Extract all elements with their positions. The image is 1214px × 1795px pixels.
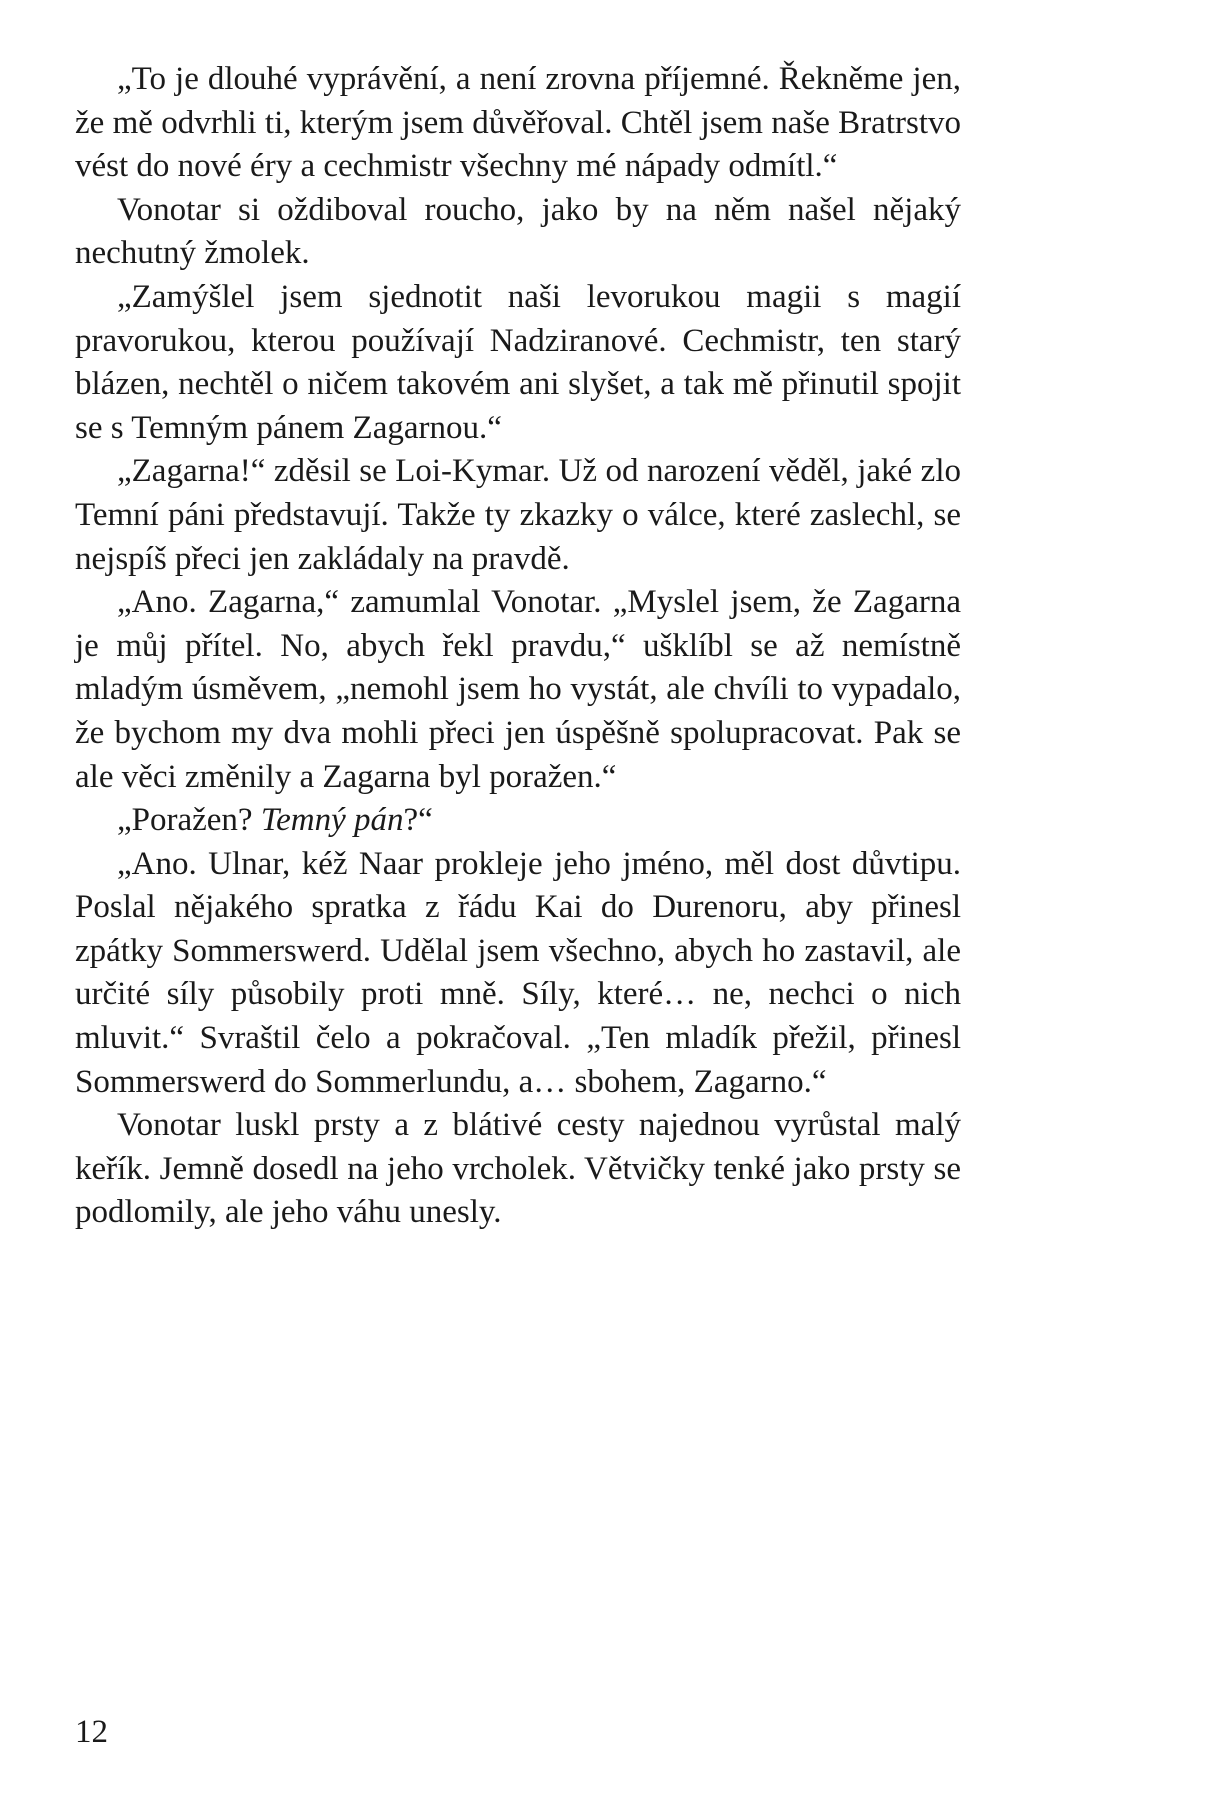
emphasized-text: Temný pán xyxy=(260,802,404,839)
paragraph: Vonotar luskl prsty a z blátivé cesty najednou vyrůstal malý keřík. Jemně dosedl na jeho vrcholek. Větvičky tenké jako prsty se podlomily, ale jeho váhu unesly. xyxy=(75,1107,961,1231)
paragraph-text: „Poražen? xyxy=(117,802,261,839)
page-number: 12 xyxy=(75,1714,108,1750)
paragraph: „To je dlouhé vyprávění, a není zrovna příjemné. Řekněme jen, že mě odvrhli ti, kterým jsem důvěřoval. Chtěl jsem naše Bratrstvo vést do nové éry a cechmistr všechny mé nápady odmítl.“ xyxy=(75,61,961,185)
paragraph: Vonotar si oždiboval roucho, jako by na něm našel nějaký nechutný žmolek. xyxy=(75,191,961,272)
page-body xyxy=(75,58,961,1235)
paragraph: „Zamýšlel jsem sjednotit naši levorukou magii s magií pravorukou, kterou používají Nadziranové. Cechmistr, ten starý blázen, nechtěl o ničem takovém ani slyšet, a tak mě přinutil spojit se s Temným pánem Zagarnou.“ xyxy=(75,278,961,446)
paragraph-text: ?“ xyxy=(403,802,433,839)
paragraph: „Ano. Zagarna,“ zamumlal Vonotar. „Myslel jsem, že Zagarna je můj přítel. No, abych řekl pravdu,“ ušklíbl se až nemístně mladým úsměvem, „nemohl jsem ho vystát, ale chvíli to vypadalo, že bychom my dva mohli přeci jen úspěšně spolupracovat. Pak se ale věci změnily a Zagarna byl poražen.“ xyxy=(75,584,961,795)
paragraph xyxy=(75,799,961,843)
paragraph: „Zagarna!“ zděsil se Loi-Kymar. Už od narození věděl, jaké zlo Temní páni představují. Takže ty zkazky o válce, které zaslechl, se nejspíš přeci jen zakládaly na pravdě. xyxy=(75,453,961,577)
paragraph: „Ano. Ulnar, kéž Naar prokleje jeho jméno, měl dost důvtipu. Poslal nějakého spratka z řádu Kai do Durenoru, aby přinesl zpátky Sommerswerd. Udělal jsem všechno, abych ho zastavil, ale určité síly působily proti mně. Síly, které… ne, nechci o nich mluvit.“ Svraštil čelo a pokračoval. „Ten mladík přežil, přinesl Sommerswerd do Sommerlundu, a… sbohem, Zagarno.“ xyxy=(75,845,961,1100)
